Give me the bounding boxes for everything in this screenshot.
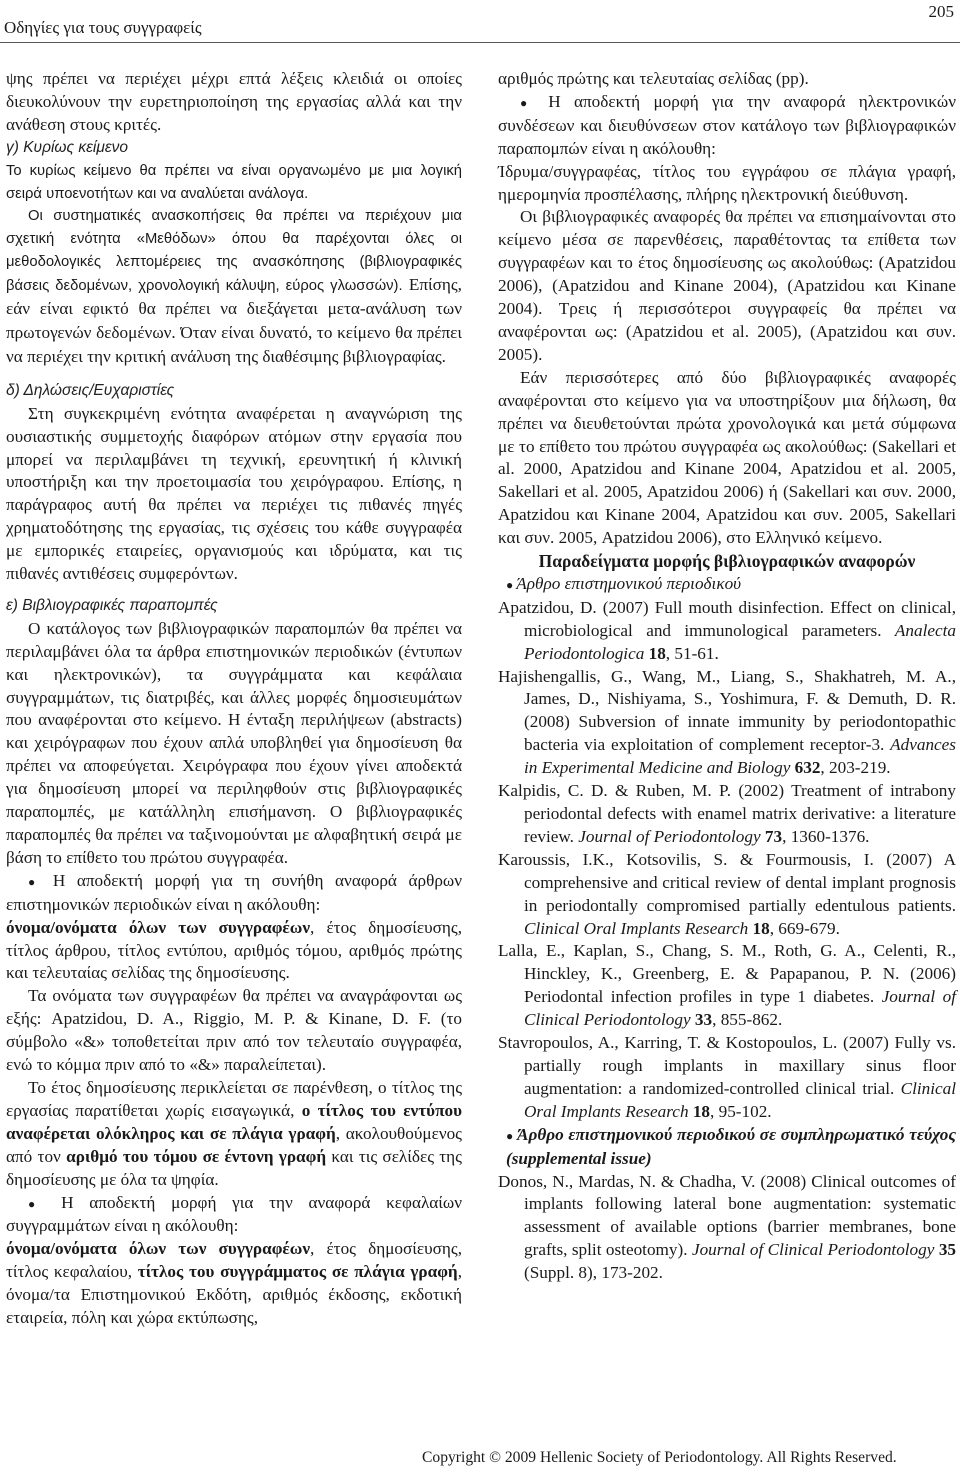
reference-item: Donos, N., Mardas, N. & Chadha, V. (2008) Clinical outcomes of implants following lateral bone augmentation: systematic assessment of available options (barrier membranes, bone grafts, split osteotomy). Journal of Clinical Periodontology 35 (Suppl. 8), 173-202.: [498, 1171, 957, 1283]
section-heading-main-text: γ) Κυρίως κείμενο: [6, 138, 128, 156]
right-column: [498, 68, 956, 1285]
paragraph: Το κυρίως κείμενο θα πρέπει να είναι οργανωμένο με μια λογική σειρά υποενοτήτων και να αναλύεται ανάλογα.: [6, 162, 462, 202]
page-header: [0, 0, 960, 40]
paragraph: [6, 870, 462, 986]
reference-item: Apatzidou, D. (2007) Full mouth disinfection. Effect on clinical, microbiological and immunological parameters. Analecta Periodontologica 18, 51-61.: [498, 597, 956, 663]
page-number: 205: [928, 2, 954, 21]
sentence: Η αποδεκτή μορφή για την αναφορά κεφαλαίων συγγραμμάτων είναι η ακόλουθη:: [6, 1192, 462, 1236]
paragraph: Τα ονόματα των συγγραφέων θα πρέπει να αναγράφονται ως εξής: Apatzidou, D. A., Riggio, M. P. & Kinane, D. F. (το σύμβολο «&» τοποθετείται πριν από τον τελευταίο συγγραφέα, ενώ το κόμμα πριν από το «&» παραλείπεται).: [6, 986, 462, 1075]
paragraph: Ίδρυμα/συγγραφέας, τίτλος του εγγράφου σε πλάγια γραφή, ημερομηνία προσπέλασης, πλήρης ηλεκτρονική διεύθυνση.: [498, 161, 956, 204]
section-heading-references: ε) Βιβλιογραφικές παραπομπές: [6, 596, 218, 614]
examples-heading: Παραδείγματα μορφής βιβλιογραφικών αναφορών: [538, 551, 916, 572]
sentence: και τις σελίδες της δημοσίευσης με όλα τα ψηφία.: [6, 1146, 462, 1189]
paragraph: [6, 1077, 462, 1192]
reference-item: Lalla, E., Kaplan, S., Chang, S. M., Roth, G. A., Celenti, R., Hinckley, K., Greenberg, E. & Papapanou, P. N. (2006) Periodontal infection profiles in type 1 diabetes. Journal of Clinical Periodontology 33, 855-862.: [498, 941, 956, 1030]
header-rule: [0, 42, 960, 43]
paragraph: [6, 205, 462, 369]
left-column: [6, 68, 462, 1330]
sentence: , έτος δημοσίευσης, τίτλος άρθρου, τίτλος εντύπου, αριθμός τόμου, αριθμός πρώτης και τελευταίας σελίδας της δημοσίευσης.: [6, 917, 462, 983]
emphasis: όνομα/ονόματα όλων των συγγραφέων: [6, 917, 311, 937]
sentence: Η αποδεκτή μορφή για τη συνήθη αναφορά άρθρων επιστημονικών περιοδικών είναι η ακόλουθη:: [6, 870, 462, 914]
sentence: Επίσης, εάν είναι εφικτό θα πρέπει να διεξάγεται μετα-ανάλυση των πρωτογενών δεδομένων. Όταν είναι δυνατό, το κείμενο θα πρέπει να περιέχει την κριτική ανάλυση της διαθέσιμης βιβλιογραφίας.: [6, 275, 462, 366]
paragraph: Οι βιβλιογραφικές αναφορές θα πρέπει να επισημαίνονται στο κείμενο μέσα σε παρενθέσεις, παραθέτοντας τα επίθετα των συγγραφέων και το έτος δημοσίευσης ως ακολούθως: (Apatzidou 2006), (Apatzidou and Kinane 2004), (Apatzidou και Kinane 2004). Τρεις ή περισσότεροι συγγραφείς θα πρέπει να αναφέρονται ως: (Apatzidou et al. 2005), (Apatzidou και συν. 2005).: [498, 207, 956, 364]
paragraph: αριθμός πρώτης και τελευταίας σελίδας (pp).: [498, 69, 809, 88]
reference-item: Stavropoulos, A., Karring, T. & Kostopoulos, L. (2007) Fully vs. partially rough implants in maxillary sinus floor augmentation: a randomized-controlled clinical trial. Clinical Oral Implants Research 18, 95-102.: [498, 1033, 956, 1121]
emphasis: αριθμό του τόμου σε έντονη γραφή: [66, 1146, 327, 1166]
reference-item: Karoussis, I.K., Kotsovilis, S. & Fourmousis, I. (2007) A comprehensive and critical review of dental implant prognosis in periodontally compromised partially edentulous patients. Clinical Oral Implants Research 18, 669-679.: [498, 849, 956, 938]
paragraph: Εάν περισσότερες από δύο βιβλιογραφικές αναφορές αναφέρονται στο κείμενο για να υποστηρίξουν μια δήλωση, θα πρέπει να διευθετούνται πρώτα χρονολογικά και μετά σύμφωνα με το επίθετο του πρώτου συγγραφέα ως ακολούθως: (Sakellari et al. 2000, Apatzidou and Kinane 2004, Apatzidou et al. 2005, Sakellari et al. 2005, Apatzidou 2006) ή (Sakellari και συν. 2000, Apatzidou και Kinane 2004, Apatzidou και συν. 2005, Sakellari και συν. 2005, Apatzidou 2006), στο Ελληνικό κείμενο.: [498, 367, 956, 548]
copyright-notice: Copyright © 2009 Hellenic Society of Periodontology. All Rights Reserved.: [422, 1449, 897, 1466]
sentence: , έτος δημοσίευσης, τίτλος κεφαλαίου,: [6, 1239, 462, 1282]
sentence: Οι συστηματικές ανασκοπήσεις θα πρέπει να περιέχουν μια σχετική ενότητα «Μεθόδων» όπου θα παρέχονται όλες οι μεθοδολογικές λεπτομέρειες της ανασκόπησης (βιβλιογραφικές βάσεις δεδομένων, χρονολογική κάλυψη, εύρος γλωσσών).: [6, 208, 462, 295]
reference-item: Kalpidis, C. D. & Ruben, M. P. (2002) Treatment of intrabony periodontal defects with enamel matrix derivative: a literature review. Journal of Periodontology 73, 1360-1376.: [498, 781, 956, 846]
emphasis: ο τίτλος του εντύπου αναφέρεται ολόκληρος και σε πλάγια γραφή: [6, 1100, 462, 1143]
running-title: Οδηγίες για τους συγγραφείς: [4, 18, 202, 37]
paragraph: ψης πρέπει να περιέχει μέχρι επτά λέξεις κλειδιά οι οποίες διευκολύνουν την ευρετηριοποίηση της εργασίας αλλά και την ανάθεση στους κριτές.: [6, 69, 462, 134]
paragraph: [6, 1192, 462, 1330]
section-heading-acknowledgements: δ) Δηλώσεις/Ευχαριστίες: [6, 381, 175, 399]
paragraph: ● Η αποδεκτή μορφή για την αναφορά ηλεκτρονικών συνδέσεων και διευθύνσεων στον κατάλογο των βιβλιογραφικών παραπομπών είναι η ακόλουθη:: [498, 91, 956, 161]
sentence: , ακολουθούμενος από τον: [6, 1123, 462, 1166]
sentence: , όνομα/τα Επιστημονικού Εκδότη, αριθμός έκδοσης, εκδοτική εταιρεία, πόλη και χώρα εκτύπωσης,: [6, 1262, 462, 1328]
reference-list: [498, 597, 956, 1124]
reference-type-supplement: ● Άρθρο επιστημονικού περιοδικού σε συμπληρωματικό τεύχος (supplemental issue): [498, 1124, 956, 1171]
reference-type-journal-article: ● Άρθρο επιστημονικού περιοδικού: [498, 573, 956, 597]
paragraph: Ο κατάλογος των βιβλιογραφικών παραπομπών θα πρέπει να περιλαμβάνει όλα τα άρθρα επιστημονικών περιοδικών (έντυπων και ηλεκτρονικών), τα συγγράμματα και κεφάλαια συγγραμμάτων, τις διατριβές, και άλλες μορφές δημοσιευμάτων που αναφέρονται στο κείμενο. Η ένταξη περιλήψεων (abstracts) και χειρόγραφων που έχουν απλά υποβληθεί για δημοσίευση θα πρέπει να αποφεύγεται. Χειρόγραφα που έχουν γίνει αποδεκτά για δημοσίευση μπορεί να περιληφθούν στις βιβλιογραφικές παραπομπές, με κατάλληλη επισήμανση. Ο βιβλιογραφικές παραπομπές θα πρέπει να ταξινομούνται με αλφαβητική σειρά με βάση το επίθετο του πρώτου συγγραφέα.: [6, 618, 462, 867]
emphasis: όνομα/ονόματα όλων των συγγραφέων: [6, 1239, 311, 1259]
emphasis: τίτλος του συγγράμματος σε πλάγια γραφή: [137, 1262, 458, 1282]
reference-item: Hajishengallis, G., Wang, M., Liang, S., Shakhatreh, M. A., James, D., Nishiyama, S., Yoshimura, F. & Demuth, D. R. (2008) Subversion of innate immunity by periodontopathic bacteria via exploitation of complement receptor-3. Advances in Experimental Medicine and Biology 632, 203-219.: [498, 666, 956, 778]
sentence: Το έτος δημοσίευσης περικλείεται σε παρένθεση, ο τίτλος της εργασίας παρατίθεται χωρίς εισαγωγικά,: [6, 1077, 462, 1120]
paragraph: Στη συγκεκριμένη ενότητα αναφέρεται η αναγνώριση της ουσιαστικής συμμετοχής διαφόρων ατόμων στην εργασία που μπορεί να περιλαμβάνει τη τεχνική, ερευνητική ή κλινική υποστήριξη και την προετοιμασία του χειρόγραφου. Επίσης, η παράγραφος αυτή θα πρέπει να περιέχει τις πιθανές πηγές χρηματοδότησης της εργασίας, τις σχέσεις του κάθε συγγραφέα με εμπορικές εταιρείες, οργανισμούς και ιδρύματα, και τις πιθανές αντιθέσεις συμφερόντων.: [6, 403, 462, 584]
